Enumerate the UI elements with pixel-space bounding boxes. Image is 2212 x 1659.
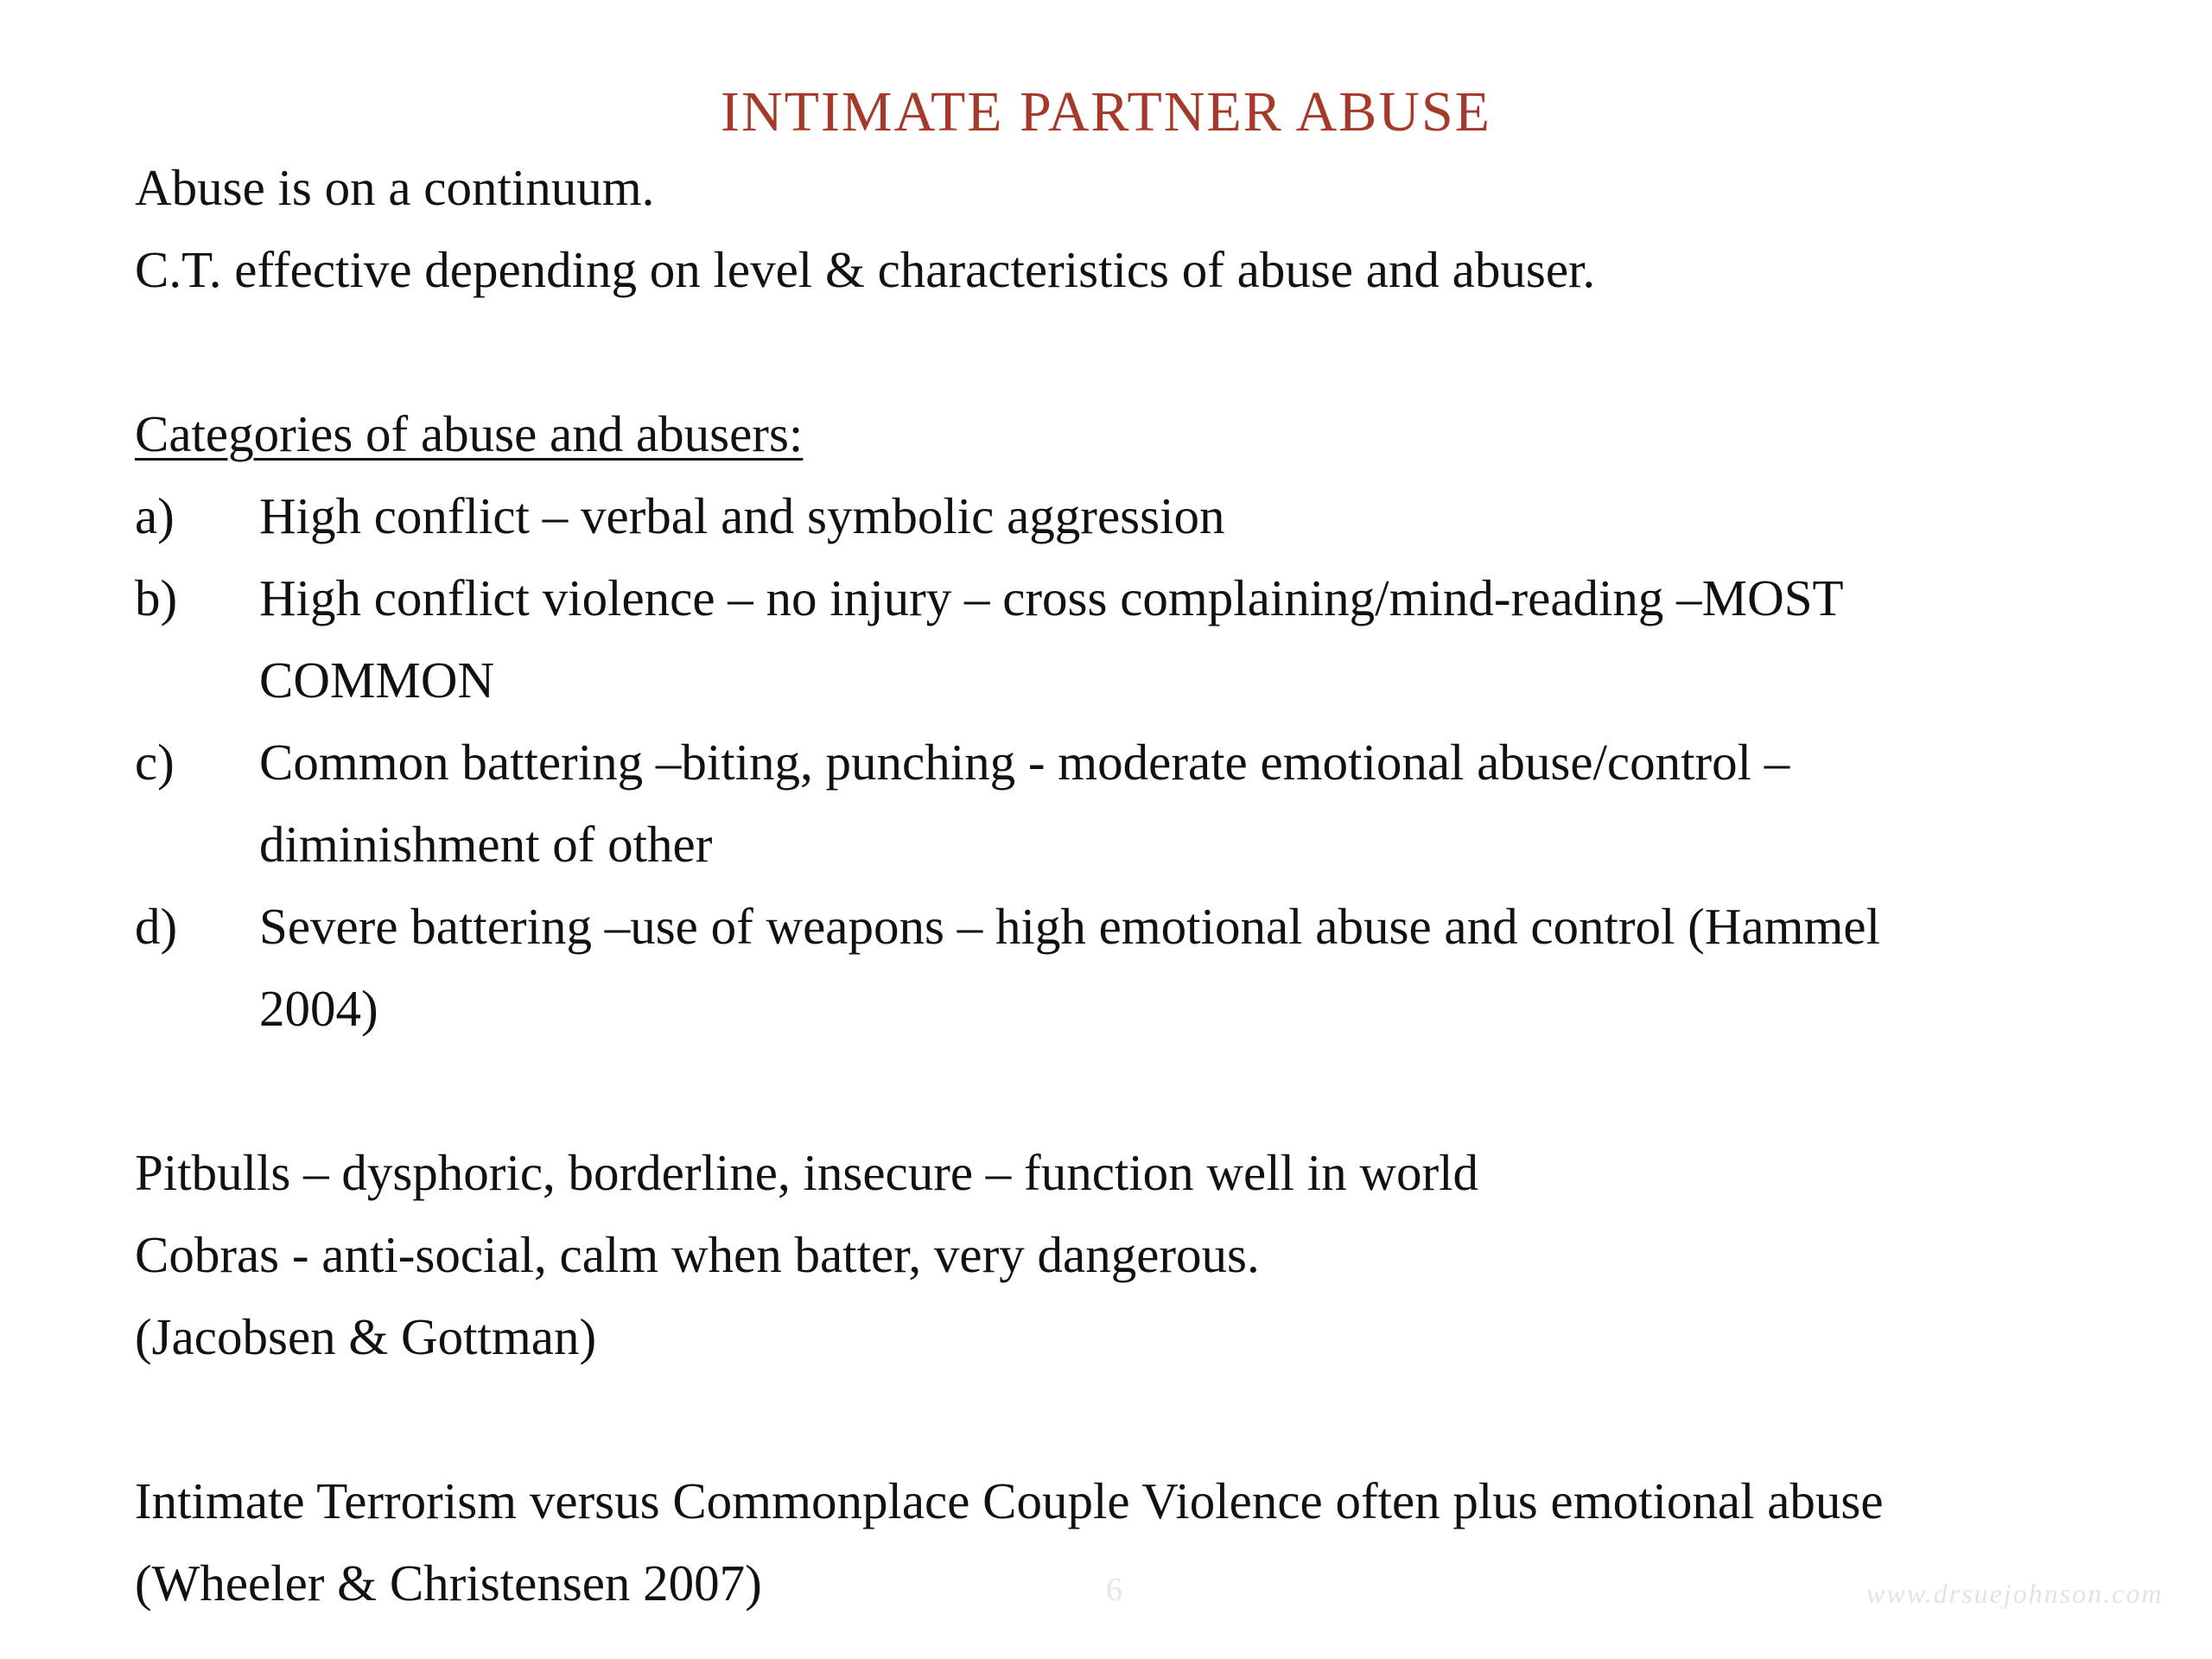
- item-letter: d): [135, 898, 178, 955]
- item-text: High conflict – verbal and symbolic aggression: [259, 487, 1225, 544]
- categories-heading: Categories of abuse and abusers:: [135, 405, 804, 462]
- citation-jacobsen-gottman: (Jacobsen & Gottman): [135, 1308, 597, 1365]
- item-text: Severe battering –use of weapons – high emotional abuse and control (Hammel: [259, 898, 1880, 955]
- abuser-type-cobras: Cobras - anti-social, calm when batter, very dangerous.: [135, 1226, 1260, 1283]
- item-letter: a): [135, 487, 175, 544]
- abuser-type-pitbulls: Pitbulls – dysphoric, borderline, insecure – function well in world: [135, 1144, 1479, 1201]
- item-text-continued: diminishment of other: [259, 816, 713, 873]
- slide-title: INTIMATE PARTNER ABUSE: [720, 80, 1491, 143]
- item-text-continued: 2004): [259, 980, 378, 1037]
- item-text: Common battering –biting, punching - moderate emotional abuse/control –: [259, 734, 1790, 791]
- closing-line-1: Intimate Terrorism versus Commonplace Couple Violence often plus emotional abuse: [135, 1472, 1884, 1529]
- item-letter: b): [135, 569, 178, 626]
- watermark: www.drsuejohnson.com: [1866, 1578, 2164, 1609]
- item-text: High conflict violence – no injury – cross complaining/mind-reading –MOST: [259, 569, 1844, 626]
- intro-line-1: Abuse is on a continuum.: [135, 159, 655, 216]
- page-number: 6: [1106, 1572, 1122, 1608]
- item-letter: c): [135, 734, 175, 791]
- closing-citation: (Wheeler & Christensen 2007): [135, 1554, 762, 1611]
- intro-line-2: C.T. effective depending on level & characteristics of abuse and abuser.: [135, 241, 1596, 298]
- item-text-continued: COMMON: [259, 652, 495, 709]
